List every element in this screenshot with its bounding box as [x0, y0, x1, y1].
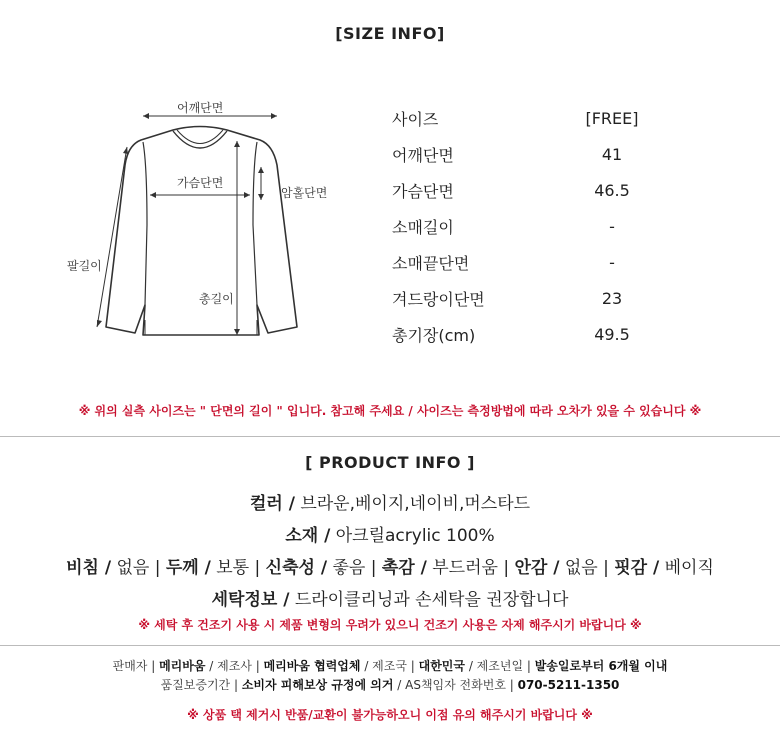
warranty-key: 품질보증기간 |: [160, 678, 242, 692]
footer-line-2: [0, 676, 780, 693]
wash-key: 세탁정보 /: [211, 590, 290, 610]
phone-value: 070-5211-1350: [517, 678, 620, 692]
touch-value: 부드러움 |: [426, 558, 515, 578]
sleeve-label: 팔길이: [67, 259, 102, 273]
lining-key: 안감 /: [514, 558, 560, 578]
divider: [0, 645, 780, 646]
country-key: / 제조국 |: [360, 659, 419, 673]
country-value: 대한민국: [418, 659, 465, 673]
footer-line-1: [0, 657, 780, 674]
wash-value: 드라이클리닝과 손세탁을 권장합니다: [289, 590, 569, 610]
size-row: 가슴단면 46.5: [392, 180, 630, 201]
attributes-line: [0, 553, 780, 578]
shoulder-label: 어깨단면: [177, 101, 224, 115]
sheer-value: 없음 |: [111, 558, 166, 578]
divider: [0, 436, 780, 437]
warranty-value: 소비자 피해보상 규정에 의거: [241, 678, 394, 692]
color-key: 컬러 /: [249, 494, 295, 514]
date-value: 발송일로부터 6개월 이내: [534, 659, 668, 673]
size-notice: ※ 위의 실측 사이즈는 " 단면의 길이 " 입니다. 참고해 주세요 / 사이즈는 측정방법에 따라 오차가 있을 수 있습니다 ※: [78, 404, 702, 418]
material-value: 아크릴acrylic 100%: [330, 526, 495, 546]
thickness-value: 보통 |: [210, 558, 266, 578]
date-key: / 제조년일 |: [465, 659, 535, 673]
wash-notice: ※ 세탁 후 건조기 사용 시 제품 변형의 우려가 있으니 건조기 사용은 자제 해주시기 바랍니다 ※: [138, 618, 642, 632]
size-row: 사이즈 [FREE]: [392, 108, 639, 129]
armhole-label: 암홀단면: [281, 186, 328, 200]
stretch-value: 좋음 |: [327, 558, 382, 578]
phone-key: / AS책임자 전화번호 |: [393, 678, 518, 692]
size-row: 소매끝단면 -: [392, 252, 615, 273]
sheer-key: 비침 /: [66, 558, 112, 578]
size-row: 어깨단면 41: [392, 144, 623, 165]
material-line: [0, 521, 780, 546]
color-line: [0, 489, 780, 514]
chest-label: 가슴단면: [177, 176, 224, 190]
size-diagram: [55, 95, 345, 345]
maker-key: / 제조사 |: [205, 659, 264, 673]
seller-key: 판매자 |: [112, 659, 160, 673]
length-label: 총길이: [199, 292, 234, 306]
color-value: 브라운,베이지,네이비,머스타드: [294, 494, 531, 514]
stretch-key: 신축성 /: [265, 558, 328, 578]
seller-value: 메리바움: [159, 659, 206, 673]
wash-line: [0, 585, 780, 610]
touch-key: 촉감 /: [381, 558, 427, 578]
thickness-key: 두께 /: [165, 558, 211, 578]
sweater-outline-icon: [55, 95, 345, 345]
size-info-title: [SIZE INFO]: [335, 24, 445, 43]
lining-value: 없음 |: [559, 558, 615, 578]
product-info-title: [ PRODUCT INFO ]: [305, 453, 475, 472]
size-table: [392, 100, 692, 352]
size-row: 겨드랑이단면 23: [392, 288, 623, 309]
fit-value: 베이직: [659, 558, 714, 578]
size-row: 소매길이 -: [392, 216, 615, 237]
maker-value: 메리바움 협력업체: [263, 659, 361, 673]
fit-key: 핏감 /: [614, 558, 660, 578]
material-key: 소재 /: [285, 526, 331, 546]
size-row: 총기장(cm) 49.5: [392, 324, 630, 345]
return-notice: ※ 상품 택 제거시 반품/교환이 불가능하오니 이점 유의 해주시기 바랍니다 ※: [187, 708, 593, 722]
